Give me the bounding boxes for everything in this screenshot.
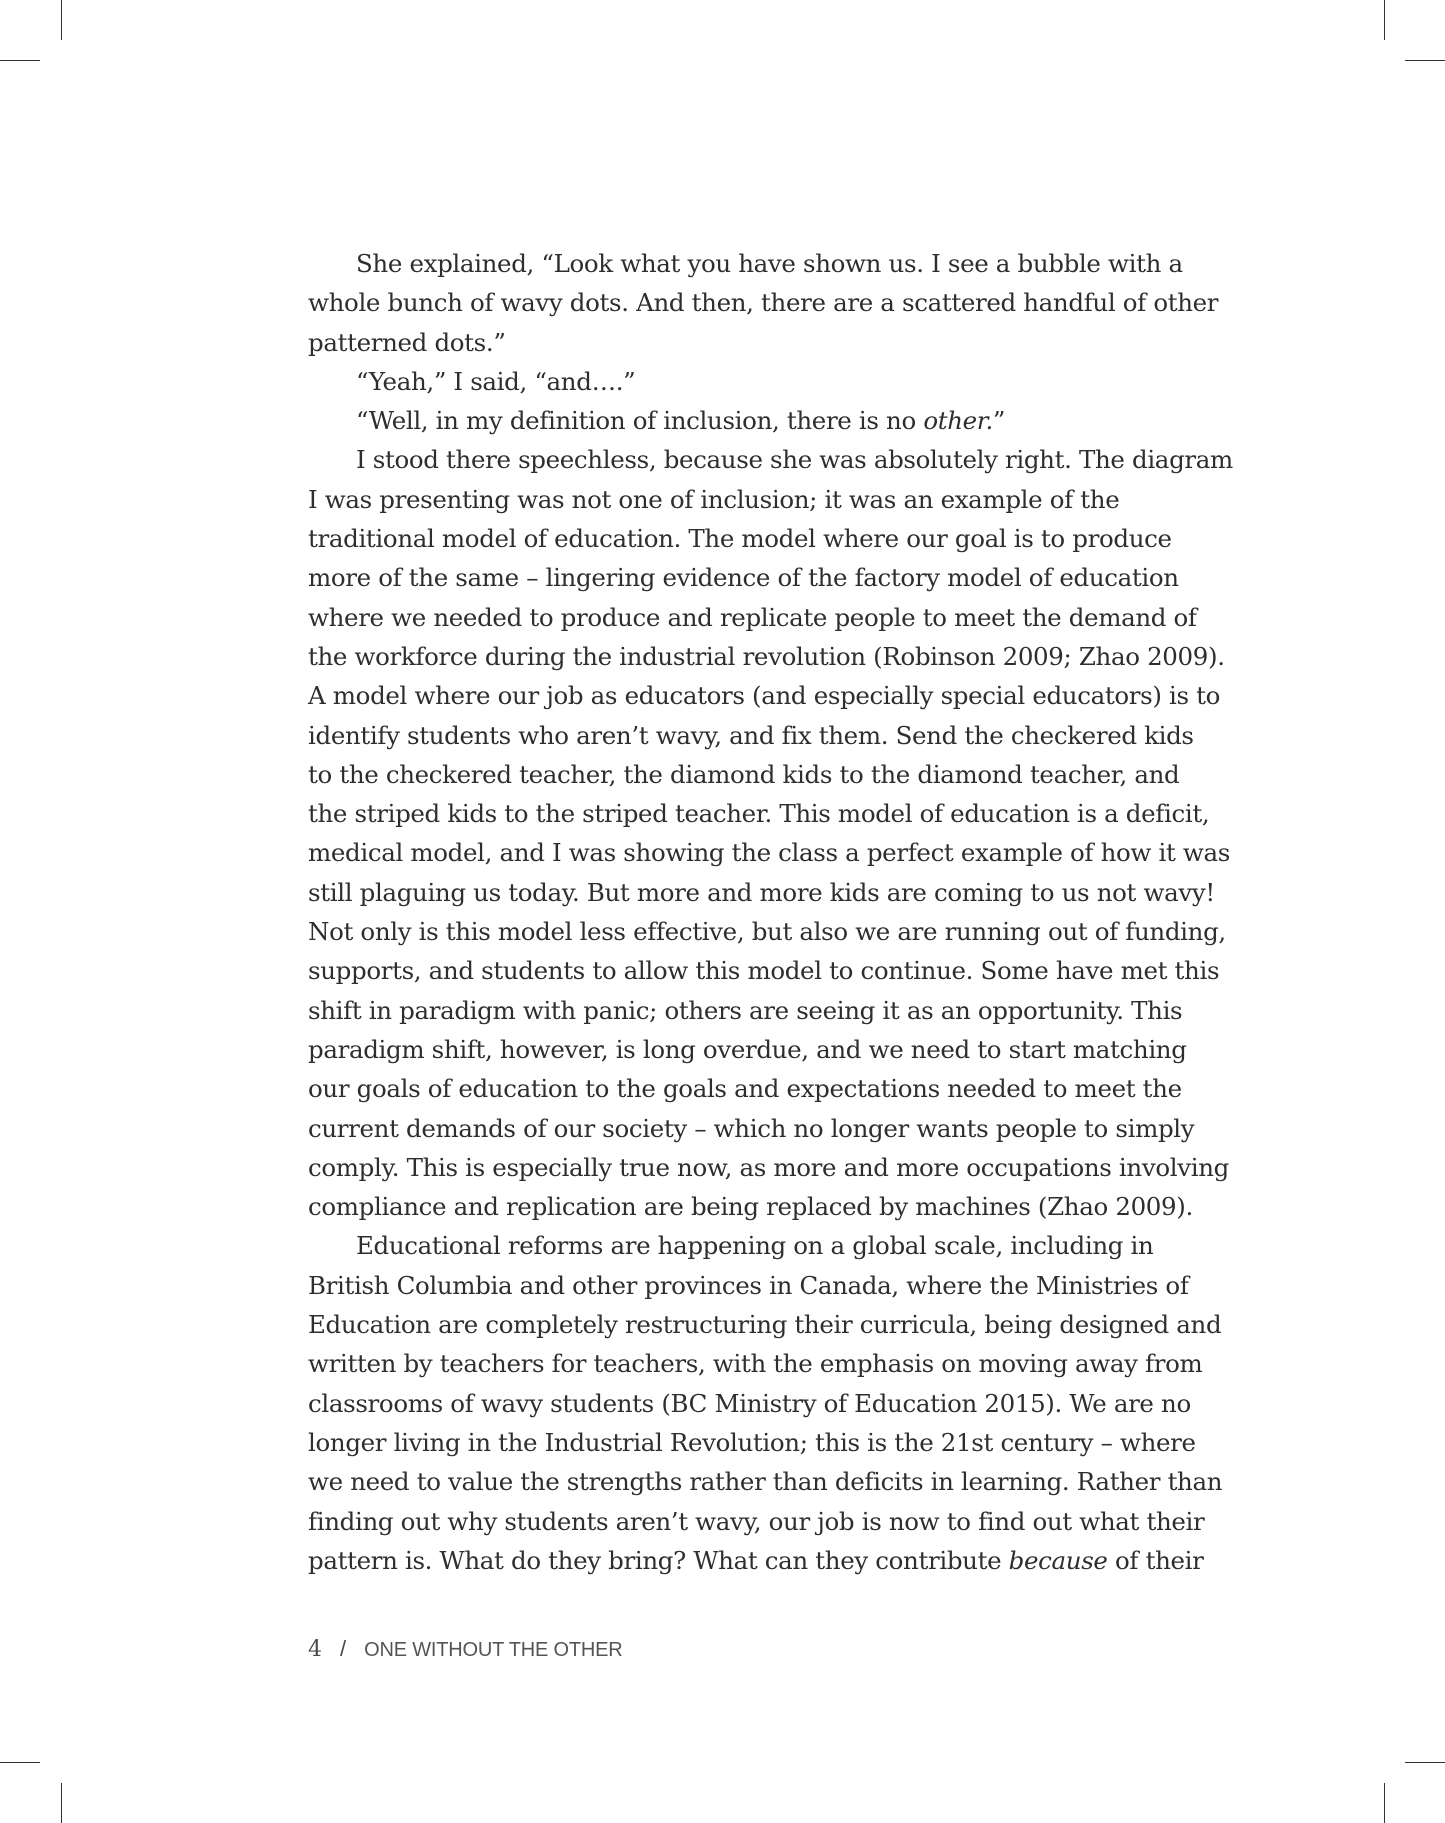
text-line-content: compliance and replication are being replaced by machines (Zhao 2009). <box>308 1192 1193 1222</box>
text-line <box>308 1502 1208 1541</box>
crop-mark-bottom-right-horizontal <box>1405 1762 1445 1763</box>
text-line-tail: of their <box>1107 1545 1204 1575</box>
text-line <box>308 951 1220 990</box>
text-line-italic: because <box>1008 1545 1108 1575</box>
text-line <box>308 244 1208 283</box>
text-line-content: more of the same – lingering evidence of the factory model of education <box>308 563 1179 593</box>
text-line <box>308 637 1225 676</box>
text-line-content: British Columbia and other provinces in Canada, where the Ministries of <box>308 1270 1189 1300</box>
text-line-italic: other. <box>923 406 993 436</box>
text-line-content: “Yeah,” I said, “and….” <box>356 366 636 396</box>
text-line-content: finding out why students aren’t wavy, our job is now to find out what their <box>308 1506 1205 1536</box>
text-line-content: the striped kids to the striped teacher. This model of education is a deficit, <box>308 799 1210 829</box>
text-line <box>308 323 1208 362</box>
text-line <box>308 1187 1208 1226</box>
text-line <box>308 1109 1208 1148</box>
text-line <box>308 1069 1208 1108</box>
text-line <box>308 558 1208 597</box>
body-text <box>308 244 1233 1580</box>
text-line-content: She explained, “Look what you have shown us. I see a bubble with a <box>356 249 1183 278</box>
text-line-content: to the checkered teacher, the diamond kids to the diamond teacher, and <box>308 759 1180 789</box>
crop-mark-bottom-left-horizontal <box>0 1762 40 1763</box>
text-line-content: where we needed to produce and replicate people to meet the demand of <box>308 602 1197 632</box>
text-line <box>308 716 1208 755</box>
text-line-content: identify students who aren’t wavy, and fix them. Send the checkered kids <box>308 720 1194 750</box>
text-line-content: I stood there speechless, because she was absolutely right. The diagram <box>356 445 1233 475</box>
crop-mark-top-left-horizontal <box>0 60 40 61</box>
text-line-content: I was presenting was not one of inclusion; it was an example of the <box>308 484 1120 514</box>
text-line-content: Education are completely restructuring their curricula, being designed and <box>308 1310 1222 1340</box>
text-line <box>308 833 1230 872</box>
text-line-content: patterned dots.” <box>308 327 506 357</box>
crop-mark-bottom-right-vertical <box>1384 1783 1385 1823</box>
text-line <box>308 598 1208 637</box>
text-line <box>308 1266 1208 1305</box>
text-line <box>308 873 1215 912</box>
text-line-content: comply. This is especially true now, as more and more occupations involving <box>308 1152 1229 1182</box>
text-line-content: classrooms of wavy students (BC Ministry of Education 2015). We are no <box>308 1388 1191 1418</box>
crop-mark-top-right-horizontal <box>1405 60 1445 61</box>
page-footer <box>308 1636 623 1666</box>
text-line-content: the workforce during the industrial revolution (Robinson 2009; Zhao 2009). <box>308 641 1225 671</box>
text-line-content: shift in paradigm with panic; others are seeing it as an opportunity. This <box>308 995 1183 1025</box>
text-line <box>308 676 1221 715</box>
text-line-content: supports, and students to allow this model to continue. Some have met this <box>308 956 1220 986</box>
text-line <box>308 1541 1208 1580</box>
page-number: 4 <box>308 1637 322 1662</box>
text-line <box>308 440 1233 479</box>
text-line <box>308 1226 1208 1265</box>
text-line-content: Not only is this model less effective, but also we are running out of funding, <box>308 917 1226 947</box>
text-line <box>308 794 1208 833</box>
text-line-content: A model where our job as educators (and especially special educators) is to <box>308 681 1221 711</box>
text-line-content: longer living in the Industrial Revolution; this is the 21st century – where <box>308 1427 1196 1457</box>
text-line-content: paradigm shift, however, is long overdue, and we need to start matching <box>308 1034 1187 1064</box>
text-line-content: medical model, and I was showing the class a perfect example of how it was <box>308 838 1230 868</box>
text-line <box>308 1030 1208 1069</box>
text-line <box>308 991 1208 1030</box>
crop-mark-top-left-vertical <box>61 0 62 40</box>
crop-mark-top-right-vertical <box>1384 0 1385 40</box>
text-line <box>308 362 1208 401</box>
text-line-content: Educational reforms are happening on a global scale, including in <box>356 1231 1154 1261</box>
text-line <box>308 1305 1222 1344</box>
text-line <box>308 1462 1223 1501</box>
text-line-content: current demands of our society – which no longer wants people to simply <box>308 1113 1195 1143</box>
text-line-content: “Well, in my definition of inclusion, there is no <box>356 406 924 436</box>
text-line <box>308 1423 1208 1462</box>
crop-mark-bottom-left-vertical <box>61 1783 62 1823</box>
text-line <box>308 519 1208 558</box>
text-line-content: whole bunch of wavy dots. And then, there are a scattered handful of other <box>308 288 1219 318</box>
text-line <box>308 755 1208 794</box>
footer-separator: / <box>340 1636 347 1661</box>
running-title: ONE WITHOUT THE OTHER <box>364 1639 623 1661</box>
text-line-content: we need to value the strengths rather than deficits in learning. Rather than <box>308 1467 1223 1497</box>
text-line-content: still plaguing us today. But more and more kids are coming to us not wavy! <box>308 877 1215 907</box>
text-line <box>308 1384 1208 1423</box>
text-line <box>308 283 1219 322</box>
text-line-content: pattern is. What do they bring? What can they contribute <box>308 1545 1009 1575</box>
text-line-content: written by teachers for teachers, with the emphasis on moving away from <box>308 1349 1203 1379</box>
text-line <box>308 1344 1208 1383</box>
text-line-tail: ” <box>992 406 1006 436</box>
text-line-content: traditional model of education. The model where our goal is to produce <box>308 524 1172 554</box>
text-line <box>308 401 1208 440</box>
text-line <box>308 912 1226 951</box>
text-line <box>308 480 1208 519</box>
text-line <box>308 1148 1229 1187</box>
text-line-content: our goals of education to the goals and expectations needed to meet the <box>308 1074 1182 1104</box>
